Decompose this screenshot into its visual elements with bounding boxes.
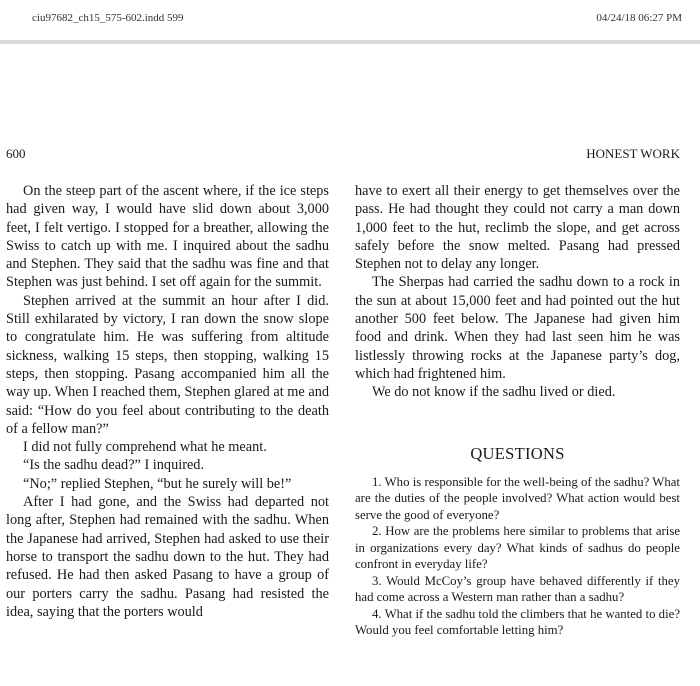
section-title: HONEST WORK — [586, 146, 680, 161]
body-paragraph: “Is the sadhu dead?” I inquired. — [23, 457, 205, 474]
question-item: 1. Who is responsible for the well-being of the sadhu? What are the duties of the people involved? What action would best serve the good of everyone? — [355, 474, 680, 522]
page-number: 600 — [6, 146, 26, 161]
question-item: 3. Would McCoy’s group have behaved differently if they had come across a Western man rather than a sadhu? — [355, 573, 680, 605]
body-paragraph: We do not know if the sadhu lived or died. — [372, 384, 616, 401]
body-paragraph: On the steep part of the ascent where, if the ice steps had given way, I would have slid down about 3,000 feet, I felt vertigo. I stopped for a breather, allowing the Swiss to catch up with me. I inquired about the sadhu and Stephen. They said that the sadhu was fine and that Stephen was just behind. I set off again for the summit. — [6, 183, 329, 291]
slug-file-info: ciu97682_ch15_575-602.indd 599 — [32, 12, 184, 24]
body-paragraph: Stephen arrived at the summit an hour after I did. Still exhilarated by victory, I ran down the snow slope to congratulate him. He was suffering from altitude sickness, walking 15 steps, then stopping, walking 15 steps, then stopping. Pasang accompanied him all the way up. When I reached them, Stephen glared at me and said: “How do you feel about contributing to the death of a fellow man?” — [6, 292, 329, 437]
body-paragraph: I did not fully comprehend what he meant. — [23, 439, 267, 456]
body-paragraph: After I had gone, and the Swiss had departed not long after, Stephen had remained with the sadhu. When the Japanese had arrived, Stephen had asked to use their horse to transport the sadhu down to the hut. They had refused. He had then asked Pasang to have a group of our porters carry the sadhu. Pasang had resisted the idea, saying that the porters would — [6, 494, 329, 620]
questions-heading: QUESTIONS — [470, 443, 565, 463]
body-paragraph: The Sherpas had carried the sadhu down to a rock in the sun at about 15,000 feet and had pointed out the hut another 500 feet below. The Japanese had given him food and drink. When they had last seen him he was listlessly throwing rocks at the Japanese party’s dog, which had frightened him. — [355, 274, 680, 382]
question-item: 2. How are the problems here similar to problems that arise in organizations every day? What kinds of sadhus do people confront in everyday life? — [355, 524, 680, 572]
slug-divider — [0, 40, 700, 44]
body-paragraph: “No;” replied Stephen, “but he surely will be!” — [23, 475, 292, 492]
print-slug — [0, 0, 700, 40]
continued-paragraph: have to exert all their energy to get themselves over the pass. He had thought they could not carry a man down 1,000 feet to the hut, reclimb the slope, and get across safely before the snow melted. Pasang had pressed Stephen not to delay any longer. — [355, 183, 680, 273]
question-item: 4. What if the sadhu told the climbers that he wanted to die? Would you feel comfortable letting him? — [355, 606, 680, 638]
slug-timestamp: 04/24/18 06:27 PM — [596, 12, 682, 24]
right-column — [355, 182, 680, 639]
left-column — [6, 182, 329, 621]
